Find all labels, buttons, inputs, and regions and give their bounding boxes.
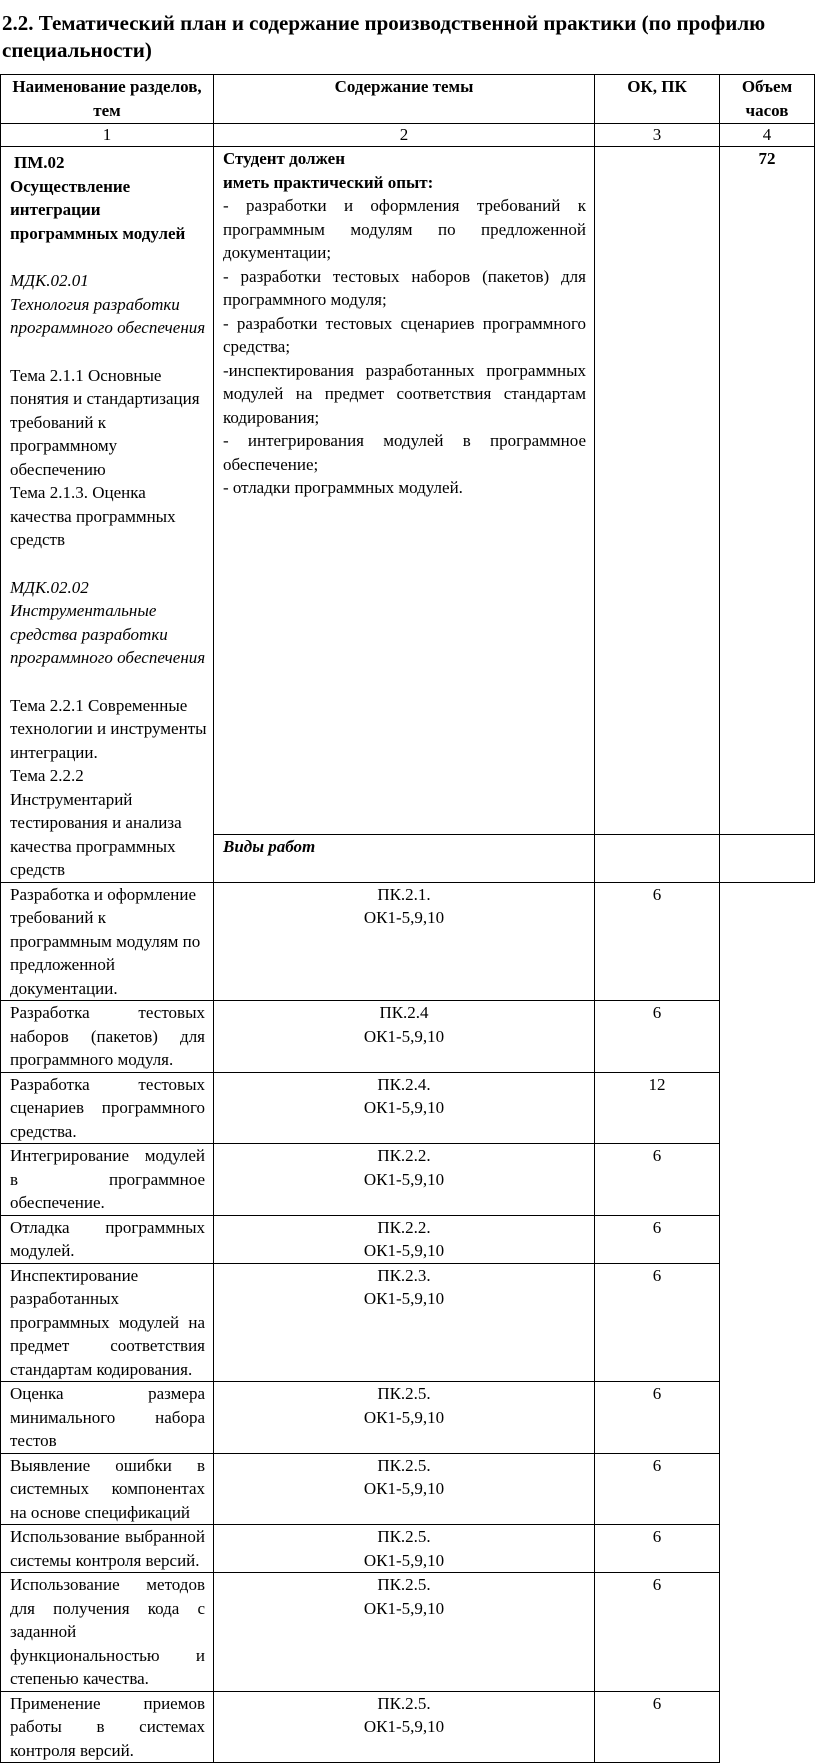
pk-code: ПК.2.5. [377,1693,431,1713]
work-hours: 6 [595,1144,720,1216]
work-content: Использование выбранной системы контроля версий. [1,1525,214,1573]
work-ok-pk [214,882,595,1001]
sections-cell [1,147,214,883]
index-cell: 3 [595,124,720,147]
intro-item: - разработки и оформления требований к программным модулям по предложенной документации; [223,196,586,262]
intro-ok-pk [595,147,720,835]
intro-item: - интегрирования модулей в программное обеспечение; [223,431,586,474]
work-content: Разработка тестовых сценариев программного средства. [1,1072,214,1144]
pk-code: ПК.2.4. [377,1074,431,1094]
intro-item: - разработки тестовых сценариев программного средства; [223,313,586,356]
ok-code: ОК1-5,9,10 [363,1169,445,1189]
work-hours: 6 [595,882,720,1001]
work-ok-pk [214,1072,595,1144]
work-row [1,1144,815,1216]
intro-item: - отладки программных модулей. [223,478,463,497]
intro-line-1: Студент должен [223,149,346,168]
work-ok-pk [214,1691,595,1763]
ok-code: ОК1-5,9,10 [363,1550,445,1570]
ok-code: ОК1-5,9,10 [363,908,445,927]
work-row [1,1215,815,1263]
work-row [1,1263,815,1382]
ok-code: ОК1-5,9,10 [363,1289,445,1308]
header-sections: Наименование разделов, тем [1,75,214,124]
pk-code: ПК.2.5. [377,1575,431,1594]
work-ok-pk [214,1144,595,1216]
work-row [1,882,815,1001]
work-content: Использование методов для получения кода с заданной функциональностью и степенью качества. [1,1573,214,1692]
work-hours: 6 [595,1525,720,1573]
work-ok-pk [214,1382,595,1454]
total-hours: 72 [720,147,815,835]
pk-code: ПК.2.4 [379,1003,429,1022]
ok-code: ОК1-5,9,10 [363,1098,445,1117]
work-ok-pk [214,1215,595,1263]
work-content: Инспектирование разработанных программных модулей на предмет соответствия стандартам кодирования. [1,1263,214,1382]
header-content: Содержание темы [214,75,595,124]
work-row [1,1382,815,1454]
topic-2-1-3: Тема 2.1.3. Оценка качества программных средств [10,483,176,549]
ok-code: ОК1-5,9,10 [363,1717,445,1736]
section-title: 2.2. Тематический план и содержание производственной практики (по профилю специальности) [2,11,766,62]
intro-content [214,147,595,835]
ok-code: ОК1-5,9,10 [363,1479,445,1498]
index-cell: 2 [214,124,595,147]
ok-code: ОК1-5,9,10 [363,1241,445,1260]
pm-code: ПМ.02 [14,153,65,172]
index-cell: 1 [1,124,214,147]
work-ok-pk [214,1525,595,1573]
pk-code: ПК.2.2. [377,1146,431,1165]
work-ok-pk [214,1001,595,1073]
work-hours: 6 [595,1001,720,1073]
mdk2-title: Инструментальные средства разработки программного обеспечения [10,601,206,667]
header-hours: Объем часов [720,75,815,124]
pk-code: ПК.2.5. [377,1527,431,1546]
work-hours: 6 [595,1453,720,1525]
ok-code: ОК1-5,9,10 [363,1026,445,1046]
pk-code: ПК.2.1. [377,884,431,904]
ok-code: ОК1-5,9,10 [363,1407,445,1427]
work-content: Разработка тестовых наборов (пакетов) для программного модуля. [1,1001,214,1073]
work-row [1,1525,815,1573]
index-row [1,124,815,147]
work-ok-pk [214,1573,595,1692]
work-hours: 6 [595,1263,720,1382]
work-hours: 6 [595,1573,720,1692]
work-hours: 12 [595,1072,720,1144]
intro-row [1,147,815,835]
work-content: Применение приемов работы в системах контроля версий. [1,1691,214,1763]
practice-plan-table [0,74,815,1763]
work-ok-pk [214,1263,595,1382]
work-content: Оценка размера минимального набора тестов [1,1382,214,1454]
intro-item: -инспектирования разработанных программных модулей на предмет соответствия стандартам кодирования; [223,360,586,427]
work-content: Интегрирование модулей в программное обеспечение. [1,1144,214,1216]
topic-2-1-1: Тема 2.1.1 Основные понятия и стандартизация требований к программному обеспечению [10,365,200,479]
works-heading: Виды работ [214,834,595,882]
intro-line-2: иметь практический опыт: [223,172,434,192]
topic-2-2-2: Тема 2.2.2 Инструментарий тестирования и анализа качества программных средств [10,766,182,879]
work-content: Разработка и оформление требований к программным модулям по предложенной документации. [1,882,214,1001]
work-content: Выявление ошибки в системных компонентах на основе спецификаций [1,1453,214,1525]
header-row [1,75,815,124]
work-ok-pk [214,1453,595,1525]
topic-2-2-1: Тема 2.2.1 Современные технологии и инструменты интеграции. [10,695,207,762]
mdk1-code: МДК.02.01 [10,271,89,290]
mdk2-code: МДК.02.02 [10,577,89,597]
pk-code: ПК.2.3. [377,1265,431,1285]
work-row [1,1001,815,1073]
pm-title: Осуществление интеграции программных модулей [10,176,186,243]
work-content: Отладка программных модулей. [1,1215,214,1263]
empty-cell [595,834,720,882]
pk-code: ПК.2.5. [377,1455,431,1475]
intro-item: - разработки тестовых наборов (пакетов) для программного модуля; [223,266,586,309]
pk-code: ПК.2.5. [377,1384,431,1403]
work-hours: 6 [595,1691,720,1763]
work-hours: 6 [595,1215,720,1263]
ok-code: ОК1-5,9,10 [363,1598,445,1618]
mdk1-title: Технология разработки программного обеспечения [10,294,206,337]
work-hours: 6 [595,1382,720,1454]
work-row [1,1573,815,1692]
header-ok-pk: ОК, ПК [595,75,720,124]
work-row [1,1072,815,1144]
index-cell: 4 [720,124,815,147]
work-row [1,1691,815,1763]
work-row [1,1453,815,1525]
pk-code: ПК.2.2. [377,1217,431,1237]
empty-cell [720,834,815,882]
